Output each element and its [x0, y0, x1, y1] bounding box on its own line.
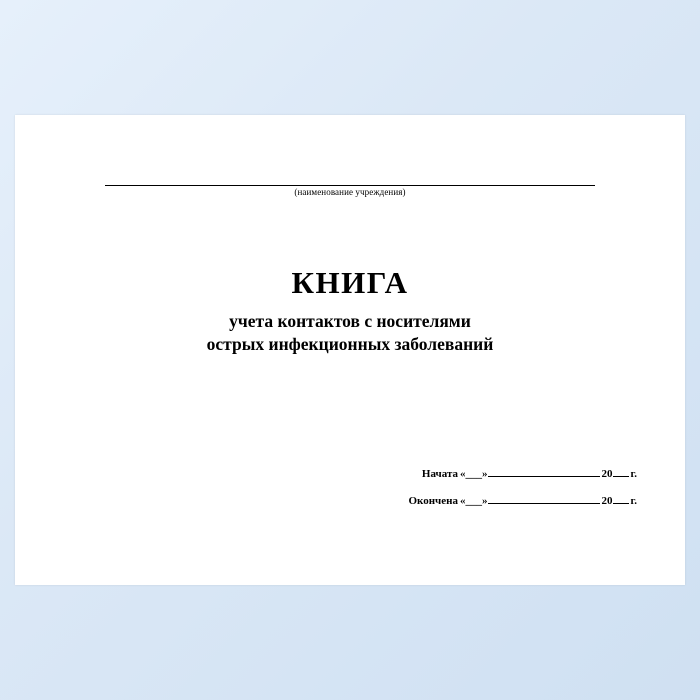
end-date-row	[317, 494, 637, 507]
institution-name-rule	[105, 185, 595, 186]
document-subtitle-line-2: острых инфекционных заболеваний	[206, 334, 494, 355]
document-subtitle	[15, 310, 685, 357]
start-date-month-rule	[488, 467, 600, 477]
document-title: КНИГА	[291, 265, 409, 300]
end-date-month-rule	[488, 494, 600, 504]
end-date-year-suffix: г.	[630, 495, 637, 507]
end-date-year-prefix: 20	[601, 495, 613, 507]
end-date-label: Окончена	[408, 495, 458, 507]
start-date-year-prefix: 20	[601, 468, 613, 480]
document-page	[15, 115, 685, 585]
start-date-day-field: «___»	[459, 468, 488, 480]
document-subtitle-line-1: учета контактов с носителями	[229, 310, 471, 331]
start-date-year-rule	[613, 467, 629, 477]
title-block	[15, 267, 685, 357]
end-date-day-field: «___»	[459, 495, 488, 507]
start-date-year-suffix: г.	[630, 468, 637, 480]
document-content	[15, 115, 685, 585]
dates-block	[317, 467, 637, 507]
start-date-row	[317, 467, 637, 480]
institution-name-caption: (наименование учреждения)	[294, 187, 406, 197]
end-date-year-rule	[613, 494, 629, 504]
start-date-label: Начата	[421, 468, 458, 480]
